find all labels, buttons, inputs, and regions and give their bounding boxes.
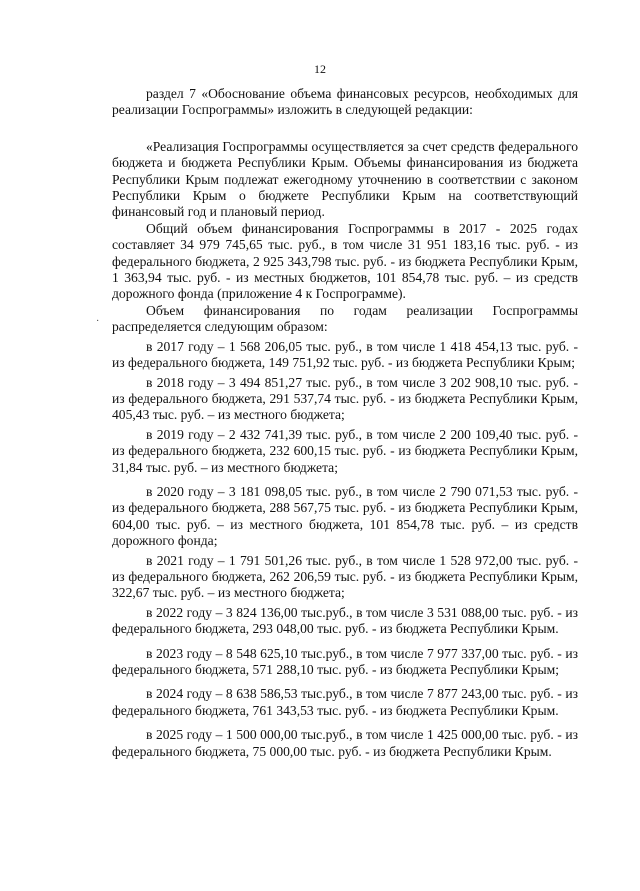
page-number: 12 xyxy=(314,62,326,76)
year-2021: в 2021 году – 1 791 501,26 тыс. руб., в том числе 1 528 972,00 тыс. руб. - из федерального бюджета, 262 206,59 тыс. руб. - из бюджета Республики Крым, 322,67 тыс. руб. – из местного бюджета; xyxy=(112,552,578,601)
intro-paragraph: раздел 7 «Обоснование объема финансовых ресурсов, необходимых для реализации Госпрограммы» изложить в следующей редакции: xyxy=(112,86,578,118)
year-2023: в 2023 году – 8 548 625,10 тыс.руб., в том числе 7 977 337,00 тыс. руб. - из федерального бюджета, 571 288,10 тыс. руб. - из бюджета Республики Крым; xyxy=(112,645,578,677)
paragraph-total-funding: Общий объем финансирования Госпрограммы в 2017 - 2025 годах составляет 34 979 745,65 тыс. руб., в том числе 31 951 183,16 тыс. руб. - из федерального бюджета, 2 925 343,798 тыс. руб. - из бюджета Республики Крым, 1 363,94 тыс. руб. - из местных бюджетов, 101 854,78 тыс. руб. – из средств дорожного фонда (приложение 4 к Госпрограмме). xyxy=(112,220,578,302)
year-2017: в 2017 году – 1 568 206,05 тыс. руб., в том числе 1 418 454,13 тыс. руб. - из федерального бюджета, 149 751,92 тыс. руб. - из бюджета Республики Крым; xyxy=(112,338,578,371)
year-2022: в 2022 году – 3 824 136,00 тыс.руб., в том числе 3 531 088,00 тыс. руб. - из федерального бюджета, 293 048,00 тыс. руб. - из бюджета Республики Крым. xyxy=(112,604,578,637)
year-2025: в 2025 году – 1 500 000,00 тыс.руб., в том числе 1 425 000,00 тыс. руб. - из федерального бюджета, 75 000,00 тыс. руб. - из бюджета Республики Крым. xyxy=(112,727,578,759)
paragraph-distribution-intro: Объем финансирования по годам реализации Госпрограммы распределяется следующим образом: xyxy=(112,302,578,335)
year-2019: в 2019 году – 2 432 741,39 тыс. руб., в том числе 2 200 109,40 тыс. руб. - из федерального бюджета, 232 600,15 тыс. руб. - из бюджета Республики Крым, 31,84 тыс. руб. – из местного бюджета; xyxy=(112,426,578,475)
scan-mark: · xyxy=(96,316,100,327)
year-2018: в 2018 году – 3 494 851,27 тыс. руб., в том числе 3 202 908,10 тыс. руб. - из федерального бюджета, 291 537,74 тыс. руб. - из бюджета Республики Крым, 405,43 тыс. руб. – из местного бюджета; xyxy=(112,374,578,423)
year-2020: в 2020 году – 3 181 098,05 тыс. руб., в том числе 2 790 071,53 тыс. руб. - из федерального бюджета, 288 567,75 тыс. руб. - из бюджета Республики Крым, 604,00 тыс. руб. – из местного бюджета, 101 854,78 тыс. руб. – из средств дорожного фонда; xyxy=(112,483,578,549)
year-2024: в 2024 году – 8 638 586,53 тыс.руб., в том числе 7 877 243,00 тыс. руб. - из федерального бюджета, 761 343,53 тыс. руб. - из бюджета Республики Крым. xyxy=(112,686,578,718)
document-body xyxy=(112,86,578,760)
paragraph-funding-sources: «Реализация Госпрограммы осуществляется за счет средств федерального бюджета и бюджета Республики Крым. Объемы финансирования из бюджета Республики Крым подлежат ежегодному уточнению в соответствии с законом Республики Крым о бюджете Республики Крым на соответствующий финансовый год и плановый период. xyxy=(112,138,578,220)
